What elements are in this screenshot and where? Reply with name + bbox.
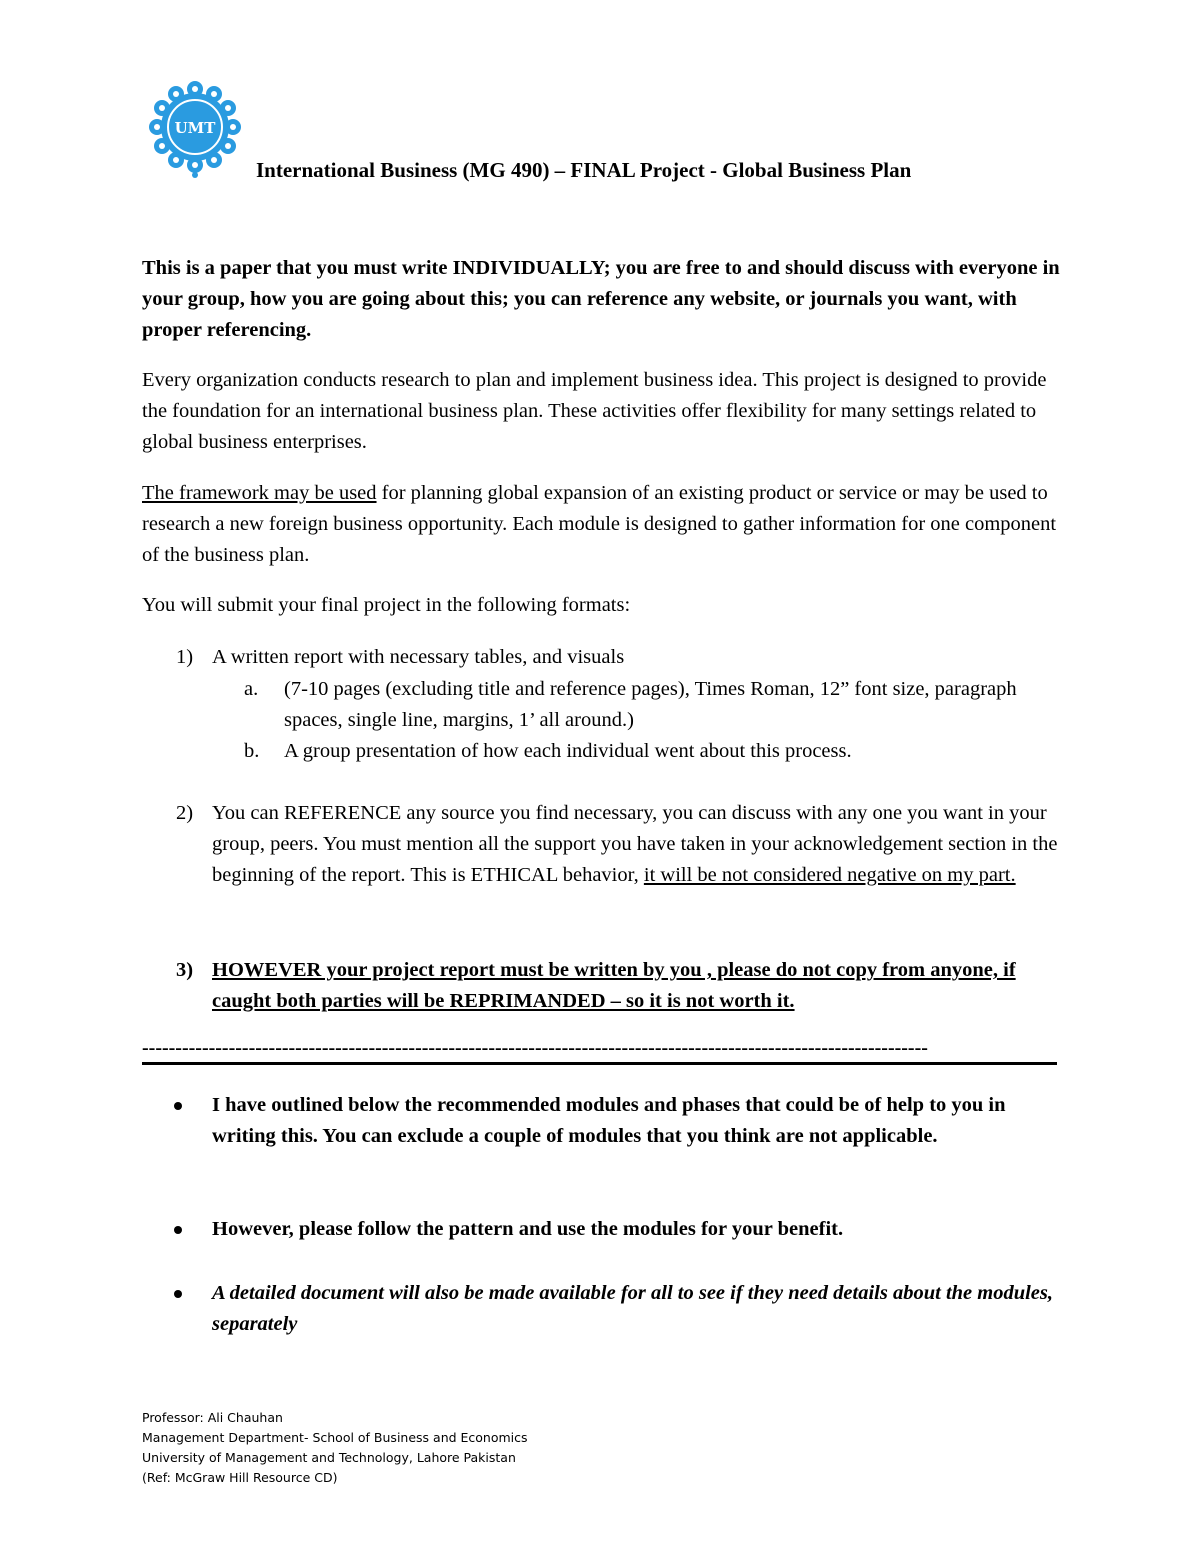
sub-marker: a. — [244, 678, 259, 700]
sub-item-text: A group presentation of how each individual went about this process. — [284, 740, 852, 762]
ethics-text: You can REFERENCE any source you find necessary, you can discuss with any one you want in your group, peers. You must mention all the support you have taken in your acknowledgement section in the beginning of the report. This is ETHICAL behavior, — [212, 802, 1058, 886]
paragraph-2 — [142, 478, 1072, 571]
logo-text: UMT — [174, 119, 216, 137]
list-item-text: A written report with necessary tables, and visuals — [212, 646, 625, 668]
separator-line — [142, 1062, 1057, 1065]
intro-paragraph: This is a paper that you must write INDIVIDUALLY; you are free to and should discuss with everyone in your group, how you are going about this; you can reference any website, or journals you want, with proper referencing. — [142, 257, 1060, 341]
footer-department: Management Department- School of Business and Economics — [142, 1430, 528, 1445]
list-marker: 2) — [176, 802, 194, 824]
list-marker: 3) — [176, 959, 194, 981]
paragraph-3: You will submit your final project in the following formats: — [142, 594, 631, 616]
footer-university: University of Management and Technology, Lahore Pakistan — [142, 1450, 516, 1465]
paragraph-2-rest: for planning global expansion of an existing product or service or may be used to research a new foreign business opportunity. Each module is designed to gather information for one component of the business plan. — [142, 482, 1057, 566]
bullet-text: A detailed document will also be made available for all to see if they need details about the modules, separately — [212, 1282, 1054, 1335]
bullet-icon — [174, 1102, 182, 1110]
warning-text: HOWEVER your project report must be written by you , please do not copy from anyone, if caught both parties will be REPRIMANDED – so it is not worth it. — [212, 959, 1016, 1012]
document-title: International Business (MG 490) – FINAL Project - Global Business Plan — [256, 158, 912, 182]
bullet-icon — [174, 1290, 182, 1298]
sub-item-text: (7-10 pages (excluding title and reference pages), Times Roman, 12” font size, paragraph spaces, single line, margins, 1’ all around.) — [284, 678, 1017, 731]
umt-logo — [148, 80, 242, 180]
framework-underlined: The framework may be used — [142, 482, 377, 504]
bullet-icon — [174, 1226, 182, 1234]
list-item-text — [212, 798, 1072, 891]
footer — [142, 1408, 528, 1488]
footer-reference: (Ref: McGraw Hill Resource CD) — [142, 1470, 338, 1485]
list-marker: 1) — [176, 646, 194, 668]
footer-professor: Professor: Ali Chauhan — [142, 1410, 283, 1425]
ethics-underlined: it will be not considered negative on my part. — [643, 864, 1016, 886]
separator-dashes: ---------------------------------------------------------------------------------------------------------------------- — [142, 1037, 928, 1059]
sub-marker: b. — [244, 740, 260, 762]
bullet-text: However, please follow the pattern and use the modules for your benefit. — [212, 1218, 844, 1240]
bullet-text: I have outlined below the recommended modules and phases that could be of help to you in writing this. You can exclude a couple of modules that you think are not applicable. — [212, 1094, 1006, 1147]
paragraph-1: Every organization conducts research to plan and implement business idea. This project is designed to provide the foundation for an international business plan. These activities offer flexibility for many settings related to global business enterprises. — [142, 369, 1047, 453]
